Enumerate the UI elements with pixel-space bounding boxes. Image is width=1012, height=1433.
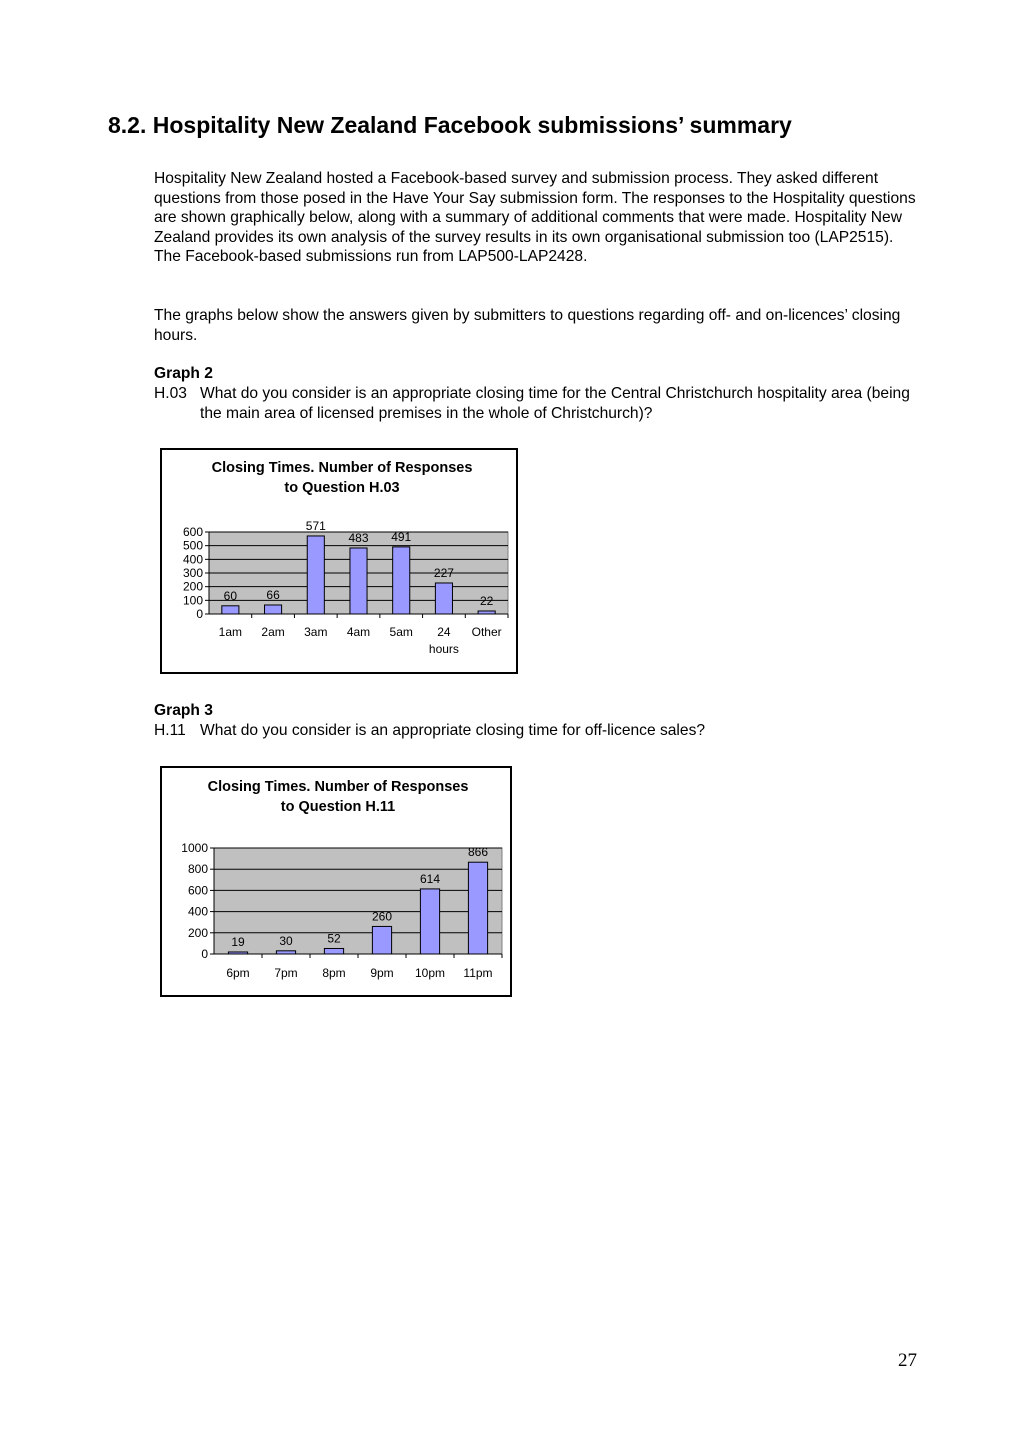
bar-value-label: 60 — [223, 588, 238, 603]
intro-paragraph: Hospitality New Zealand hosted a Facebook-based survey and submission process. They asked different questions from those posed in the Have Your Say submission form. The responses to the Hospitality questions are shown graphically below, along with a summary of additional comments that were made. Hospitality New Zealand provides its own analysis of the survey results in its own organisational submission too (LAP2515). The Facebook-based submissions run from LAP500-LAP2428. — [154, 170, 916, 266]
graph-2-chart-svg — [162, 450, 516, 672]
graph-3-question-text: What do you consider is an appropriate closing time for off-licence sales? — [200, 722, 706, 739]
y-tick-label: 0 — [201, 947, 208, 961]
chart-title-line: Closing Times. Number of Responses — [211, 460, 473, 476]
graph-3-chart-svg — [162, 768, 510, 995]
y-tick-label: 0 — [196, 607, 203, 621]
plot-area — [214, 848, 502, 954]
x-category-label: hours — [428, 642, 459, 656]
x-category-label: 7pm — [274, 966, 298, 980]
x-category-label: 9pm — [370, 966, 394, 980]
bar-value-label: 227 — [433, 565, 454, 580]
y-tick-label: 800 — [187, 862, 208, 877]
x-category-label: 6pm — [226, 966, 250, 980]
x-category-label: 24 — [437, 625, 451, 639]
bar — [478, 611, 495, 614]
bar — [228, 952, 247, 954]
y-tick-label: 200 — [187, 925, 208, 940]
bar — [276, 951, 295, 954]
graph-3-question-code: H.11 — [154, 722, 186, 739]
bar — [468, 862, 487, 954]
bar-value-label: 52 — [327, 931, 341, 946]
bar-value-label: 30 — [279, 933, 293, 948]
bar — [307, 536, 324, 614]
y-tick-label: 1000 — [181, 841, 208, 855]
bar — [420, 889, 439, 954]
bar-value-label: 19 — [231, 934, 245, 949]
graph-3-label: Graph 3 — [154, 702, 213, 719]
y-tick-label: 400 — [187, 904, 208, 919]
graph-2-question — [154, 384, 924, 423]
y-tick-label: 600 — [182, 525, 203, 539]
section-heading: 8.2. Hospitality New Zealand Facebook submissions’ summary — [108, 112, 792, 138]
y-tick-label: 400 — [182, 552, 203, 567]
y-tick-label: 600 — [187, 883, 208, 898]
bar-value-label: 491 — [391, 529, 412, 544]
bar-value-label: 260 — [371, 909, 393, 924]
graph-2-chart — [160, 448, 518, 674]
y-tick-label: 300 — [182, 566, 203, 580]
bar-value-label: 483 — [348, 530, 369, 545]
chart-title-line: Closing Times. Number of Responses — [207, 779, 469, 795]
x-category-label: 8pm — [322, 966, 346, 980]
chart-title-line: to Question H.11 — [280, 799, 396, 815]
y-tick-label: 500 — [182, 538, 203, 553]
y-tick-label: 100 — [182, 593, 203, 608]
x-category-label: 3am — [304, 625, 328, 639]
graph-3-chart — [160, 766, 512, 997]
bar — [393, 547, 410, 614]
graphs-intro-paragraph: The graphs below show the answers given by submitters to questions regarding off- and on-licences’ closing hours. — [154, 307, 901, 344]
x-category-label: 1am — [218, 625, 243, 639]
bar-value-label: 66 — [266, 587, 280, 602]
graph-2-label: Graph 2 — [154, 365, 213, 382]
x-category-label: 11pm — [463, 966, 493, 980]
bar — [435, 583, 452, 614]
bar — [222, 606, 239, 614]
x-category-label: 5am — [389, 625, 413, 639]
bar — [265, 605, 282, 614]
graph-3-question — [154, 721, 924, 741]
page-number: 27 — [898, 1350, 917, 1371]
bar-value-label: 22 — [479, 593, 494, 608]
bar — [350, 548, 367, 614]
x-category-label: 4am — [346, 625, 371, 639]
bar-value-label: 614 — [419, 871, 441, 886]
bar — [324, 948, 343, 954]
bar-value-label: 571 — [305, 518, 326, 533]
graph-2-question-code: H.03 — [154, 385, 187, 402]
bar — [372, 926, 391, 954]
graph-2-question-text: What do you consider is an appropriate closing time for the Central Christchurch hospitality area (being the main area of licensed premises in the whole of Christchurch)? — [200, 385, 910, 422]
x-category-label: Other — [471, 625, 502, 639]
chart-title-line: to Question H.03 — [284, 480, 400, 496]
x-category-label: 2am — [261, 625, 285, 639]
y-tick-label: 200 — [182, 579, 203, 594]
bar-value-label: 866 — [467, 845, 489, 860]
x-category-label: 10pm — [414, 966, 446, 980]
